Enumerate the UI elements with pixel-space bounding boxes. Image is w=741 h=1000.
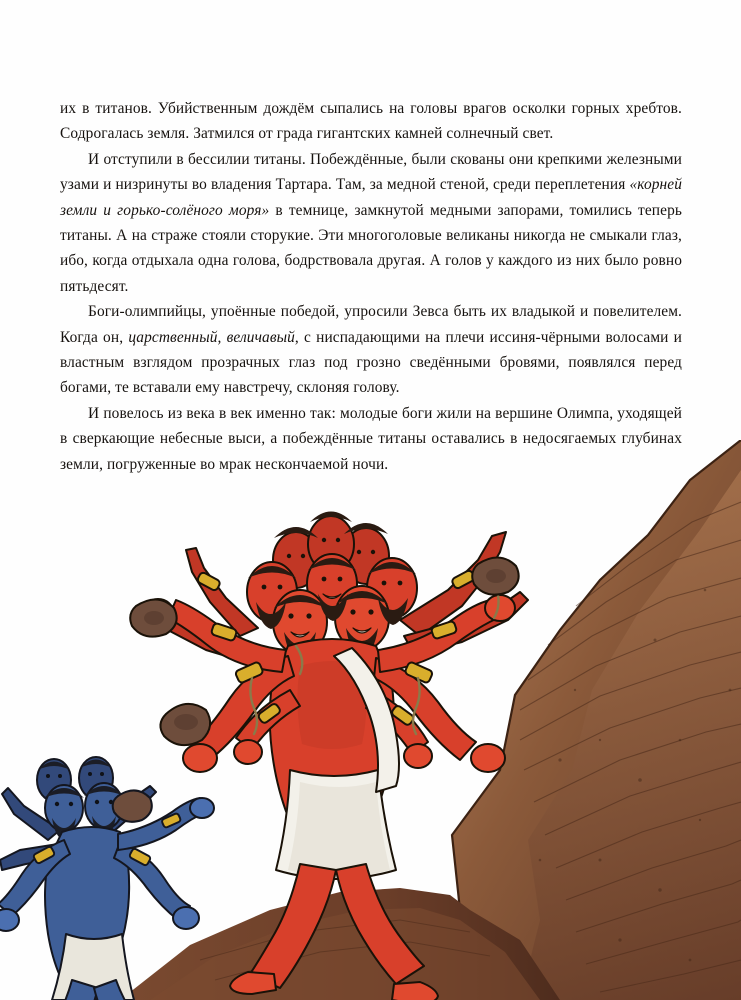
paragraph-p2 <box>60 147 682 299</box>
text-run: И отступили в бессилии титаны. Побеждённые, были скованы они крепкими железными узами и низринуты во владения Тартара. Там, за медной стеной, среди переплетения <box>60 150 682 194</box>
paragraph-p1 <box>60 96 682 147</box>
text-run: их в титанов. Убийственным дождём сыпались на головы врагов осколки горных хребтов. Содрогалась земля. Затмился от града гигантских камней солнечный свет. <box>60 100 682 143</box>
text-run: «корней земли и горько-солёного моря» <box>60 176 682 219</box>
text-run: Боги-олимпийцы, упоённые победой, упросили Зевса быть их владыкой и повелителем. Когда он, <box>60 303 682 346</box>
hundred-handed-giants-illustration <box>0 440 741 1000</box>
text-run: в темнице, замкнутой медными запорами, томились теперь титаны. А на страже стояли сторукие. Эти многоголовые великаны никогда не смыкали глаз, ибо, когда отдыхала одна голова, бодрствовала другая. А голов у каждого из них было ровно пятьдесят. <box>60 201 682 295</box>
text-run: , с ниспадающими на плечи иссиня-чёрными волосами и властным взглядом прозрачных глаз под грозно сведёнными бровями, появлялся перед богами, те вставали ему навстречу, склоняя голову. <box>60 328 682 397</box>
text-run: царственный, величавый <box>128 328 295 346</box>
page-text-block <box>60 96 682 477</box>
text-run: И повелось из века в век именно так: молодые боги жили на вершине Олимпа, уходящей в сверкающие небесные выси, а побеждённые титаны оставались в недосягаемых глубинах земли, погруженные во мрак нескончаемой ночи. <box>60 404 682 473</box>
paragraph-p3 <box>60 299 682 401</box>
